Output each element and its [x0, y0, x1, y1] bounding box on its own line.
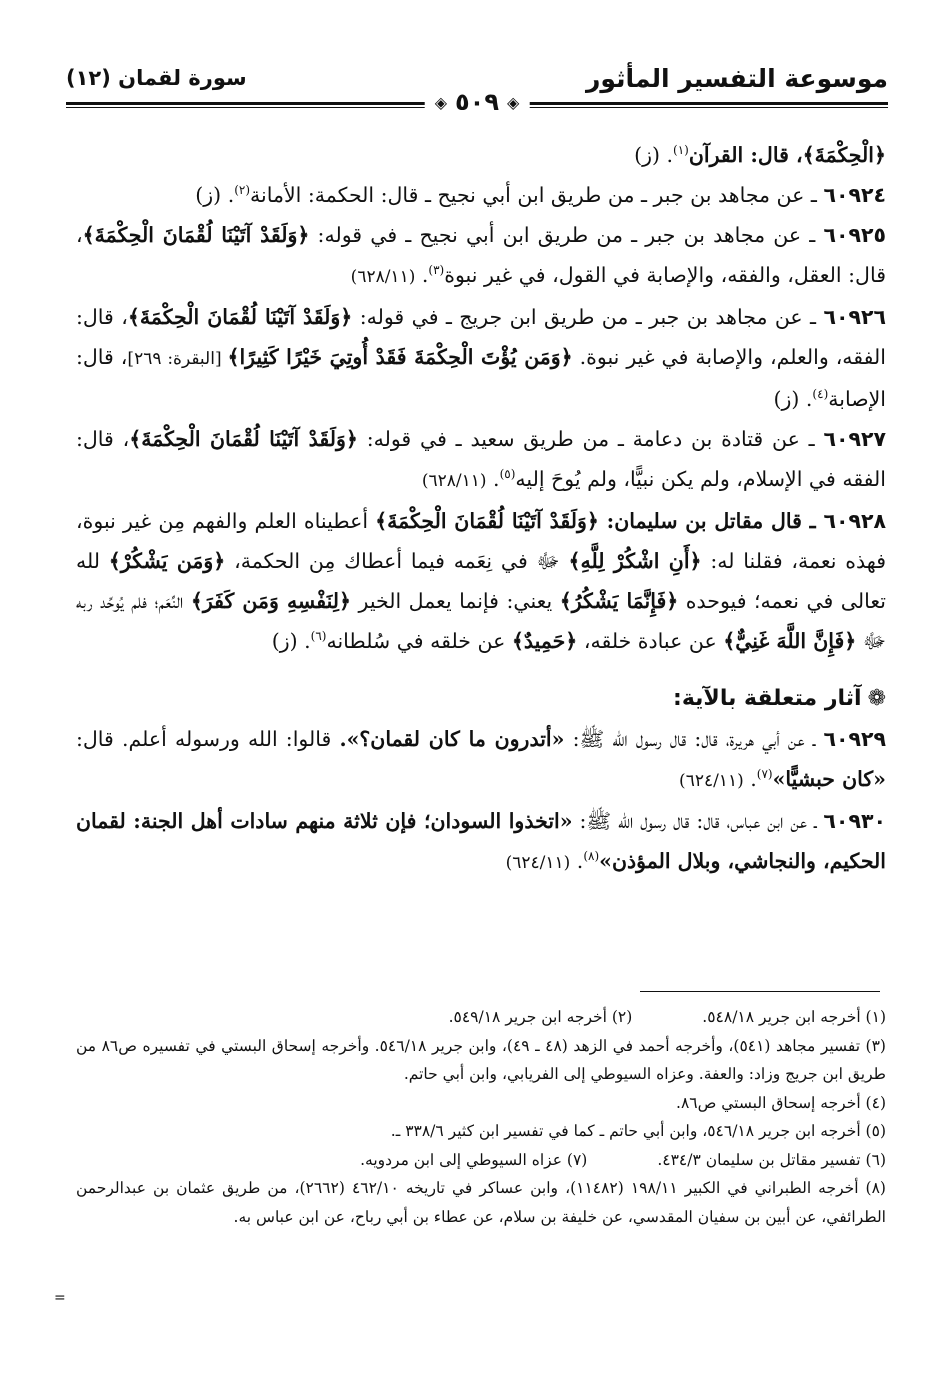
verse-ref: [البقرة: ٢٦٩] — [127, 349, 228, 369]
trail-text: . (ز) — [773, 387, 813, 411]
footnote-ref: (٧) — [756, 767, 773, 782]
narration-text: ـ عن مجاهد بن جبر ـ من طريق ابن أبي نجيح ـ قال: الحكمة: الأمانة — [250, 183, 824, 207]
book-title: موسوعة التفسير المأثور — [586, 64, 888, 93]
footnote-ref: (٤) — [812, 387, 829, 402]
footnotes — [76, 1003, 886, 1231]
narration-60925 — [76, 215, 886, 297]
trail-text: . (ز) — [634, 143, 674, 167]
hadith-60929 — [76, 719, 886, 801]
paragraph-1 — [76, 135, 886, 175]
narration-number: ٦٠٩٣٠ — [823, 809, 886, 833]
page-header — [66, 58, 888, 116]
narration-number: ٦٠٩٢٥ — [823, 223, 886, 247]
section-title: آثار متعلقة بالآية: — [673, 686, 862, 711]
narration-text: لله تعالى في نعمه؛ فيوحده — [76, 549, 886, 613]
narration-text: النِّعَم؛ فلم يُوحِّد ربه ﷻ — [76, 589, 886, 653]
volume-ref: (٦٢٨/١١) — [421, 471, 487, 491]
page-number: ٥٠٩ — [455, 88, 499, 116]
hadith-text: «اتخذوا السودان؛ فإن ثلاثة منهم سادات أهل الجنة: لقمان الحكيم، والنجاشي، وبلال المؤذن» — [76, 809, 886, 873]
page-number-block — [425, 88, 530, 116]
narration-number: ٦٠٩٢٤ — [823, 183, 886, 207]
narration-text: أعطيناه العلم والفهم مِن غير نبوة، فهذه نعمة، فقلنا له: — [76, 509, 886, 573]
narration-60928 — [76, 501, 886, 661]
footnote-5: (٥) أخرجه ابن جرير ٥٤٦/١٨، وابن أبي حاتم ـ كما في تفسير ابن كثير ٣٣٨/٦ ـ. — [390, 1122, 886, 1140]
footnote-4: (٤) أخرجه إسحاق البستي ص٨٦. — [676, 1093, 886, 1112]
hadith-60930 — [76, 801, 886, 883]
quran-text: ﴿أَنِ اشْكُرْ لِلَّهِ﴾ — [568, 549, 702, 573]
hadith-text: «كان حبشيًّا» — [772, 767, 886, 791]
narration-60927 — [76, 419, 886, 501]
footnote-3: (٣) تفسير مجاهد (٥٤١)، وأخرجه أحمد في الزهد (٤٨ ـ ٤٩)، وابن جرير ٥٤٦/١٨. وأخرجه إسحاق البستي في تفسيره ص٨٦ من طريق ابن جريج وزاد: والعفة. وعزاه السيوطي إلى الفريابي، وابن أبي حاتم. — [76, 1036, 886, 1083]
narration-text: ـ قال مقاتل بن سليمان: — [598, 509, 824, 533]
flower-ornament-icon: ❁ — [867, 686, 886, 711]
trail-text: . — [486, 467, 500, 491]
quran-text: ﴿الْحِكْمَةَ﴾، قال: القرآن — [688, 143, 886, 167]
quran-text: ﴿لِنَفْسِهِ وَمَن كَفَرَ﴾ — [190, 589, 352, 613]
narration-text: عن خلقه في سُلطانه — [326, 629, 512, 653]
narration-number: ٦٠٩٢٩ — [823, 727, 886, 751]
narration-60924 — [76, 175, 886, 215]
footnote-divider — [640, 991, 880, 992]
surah-label: سورة لقمان (١٢) — [66, 66, 247, 90]
quran-text: ﴿وَمَن يَشْكُرْ﴾ — [108, 549, 226, 573]
narration-60926 — [76, 297, 886, 419]
narration-text: ، قال: الفقه، والعلم، والإصابة في غير نبوة. — [76, 305, 886, 369]
trail-text: . (ز) — [195, 183, 235, 207]
footnote-ref: (٨) — [583, 849, 600, 864]
ornament-right-icon: ◈ — [506, 92, 520, 112]
footnote-ref: (١) — [673, 143, 689, 158]
quran-text: ﴿فَإِنَّ اللَّهَ غَنِيٌّ﴾ — [723, 629, 857, 653]
footnote-ref: (٣) — [428, 263, 445, 278]
margin-mark: = — [54, 1290, 66, 1306]
volume-ref: (٦٢٤/١١) — [505, 853, 571, 873]
quran-text: ﴿حَمِيدٌ﴾ — [511, 629, 578, 653]
trail-text: . — [743, 767, 757, 791]
narration-text: يعني: فإنما يعمل الخير — [351, 589, 560, 613]
quran-text: ﴿وَلَقَدْ آتَيْنَا لُقْمَانَ الْحِكْمَةَ﴾ — [375, 509, 599, 533]
footnote-ref: (٦) — [310, 629, 327, 644]
ornament-left-icon: ◈ — [434, 92, 448, 112]
narration-text: عن عبادة خلقه، — [577, 629, 724, 653]
footnote-6: (٦) تفسير مقاتل بن سليمان ٤٣٤/٣. — [657, 1150, 886, 1169]
footnote-7: (٧) عزاه السيوطي إلى ابن مردويه. — [360, 1150, 588, 1169]
narration-text: قالوا: الله ورسوله أعلم. قال: — [76, 727, 340, 751]
footnote-row — [76, 1146, 886, 1175]
narration-text: ، قال: العقل، والفقه، والإصابة في القول، في غير نبوة — [76, 223, 886, 287]
quran-text: ﴿وَمَن يُؤْتَ الْحِكْمَةَ فَقَدْ أُوتِيَ خَيْرًا كَثِيرًا﴾ — [227, 345, 573, 369]
footnote-row — [76, 1003, 886, 1032]
narration-text: ، قال: الإصابة — [76, 345, 886, 411]
footnote-1: (١) أخرجه ابن جرير ٥٤٨/١٨. — [702, 1008, 886, 1026]
narration-text: ـ عن ابن عباس، قال: قال رسول الله ﷺ: — [572, 809, 824, 833]
section-heading — [76, 679, 886, 719]
narration-text: ـ عن مجاهد بن جبر ـ من طريق ابن أبي نجيح ـ في قوله: — [309, 223, 824, 247]
narration-text: ـ عن أبي هريرة، قال: قال رسول الله ﷺ: — [564, 727, 824, 751]
footnote-ref: (٢) — [234, 183, 251, 198]
main-text — [76, 135, 886, 883]
trail-text: . (ز) — [271, 629, 311, 653]
narration-number: ٦٠٩٢٧ — [823, 427, 886, 451]
quran-text: ﴿وَلَقَدْ آتَيْنَا لُقْمَانَ الْحِكْمَةَ﴾ — [127, 305, 353, 329]
trail-text: . — [570, 849, 584, 873]
footnote-8: (٨) أخرجه الطبراني في الكبير ١٩٨/١١ (١١٤٨٢)، وابن عساكر في تاريخه ٤٦٢/١٠ (٢٦٦٢)، من طريق عثمان بن عبدالرحمن الطرائفي، عن أبين بن سفيان المقدسي، عن خليفة بن سلام، عن عطاء بن أبي رباح، عن ابن عباس به. — [76, 1179, 886, 1226]
volume-ref: (٦٢٤/١١) — [679, 771, 744, 791]
footnote-2: (٢) أخرجه ابن جرير ٥٤٩/١٨. — [448, 1008, 633, 1026]
quran-text: ﴿وَلَقَدْ آتَيْنَا لُقْمَانَ الْحِكْمَةَ﴾ — [82, 223, 310, 247]
narration-number: ٦٠٩٢٦ — [823, 305, 886, 329]
narration-text: ، قال: الفقه في الإسلام، ولم يكن نبيًّا، ولم يُوحَ إليه — [76, 427, 886, 491]
footnote-ref: (٥) — [499, 467, 516, 482]
volume-ref: (٦٢٨/١١) — [350, 267, 416, 287]
quran-text: ﴿فَإِنَّمَا يَشْكُرُ﴾ — [559, 589, 679, 613]
hadith-text: «أتدرون ما كان لقمان؟». — [339, 727, 565, 751]
narration-text: ﷻ في نِعَمه فيما أعطاك مِن الحكمة، — [225, 549, 569, 573]
trail-text: . — [415, 263, 429, 287]
narration-text: ـ عن قتادة بن دعامة ـ من طريق سعيد ـ في قوله: — [357, 427, 824, 451]
narration-number: ٦٠٩٢٨ — [823, 509, 886, 533]
quran-text: ﴿وَلَقَدْ آتَيْنَا لُقْمَانَ الْحِكْمَةَ﴾ — [129, 427, 358, 451]
narration-text: ـ عن مجاهد بن جبر ـ من طريق ابن جريج ـ في قوله: — [352, 305, 824, 329]
